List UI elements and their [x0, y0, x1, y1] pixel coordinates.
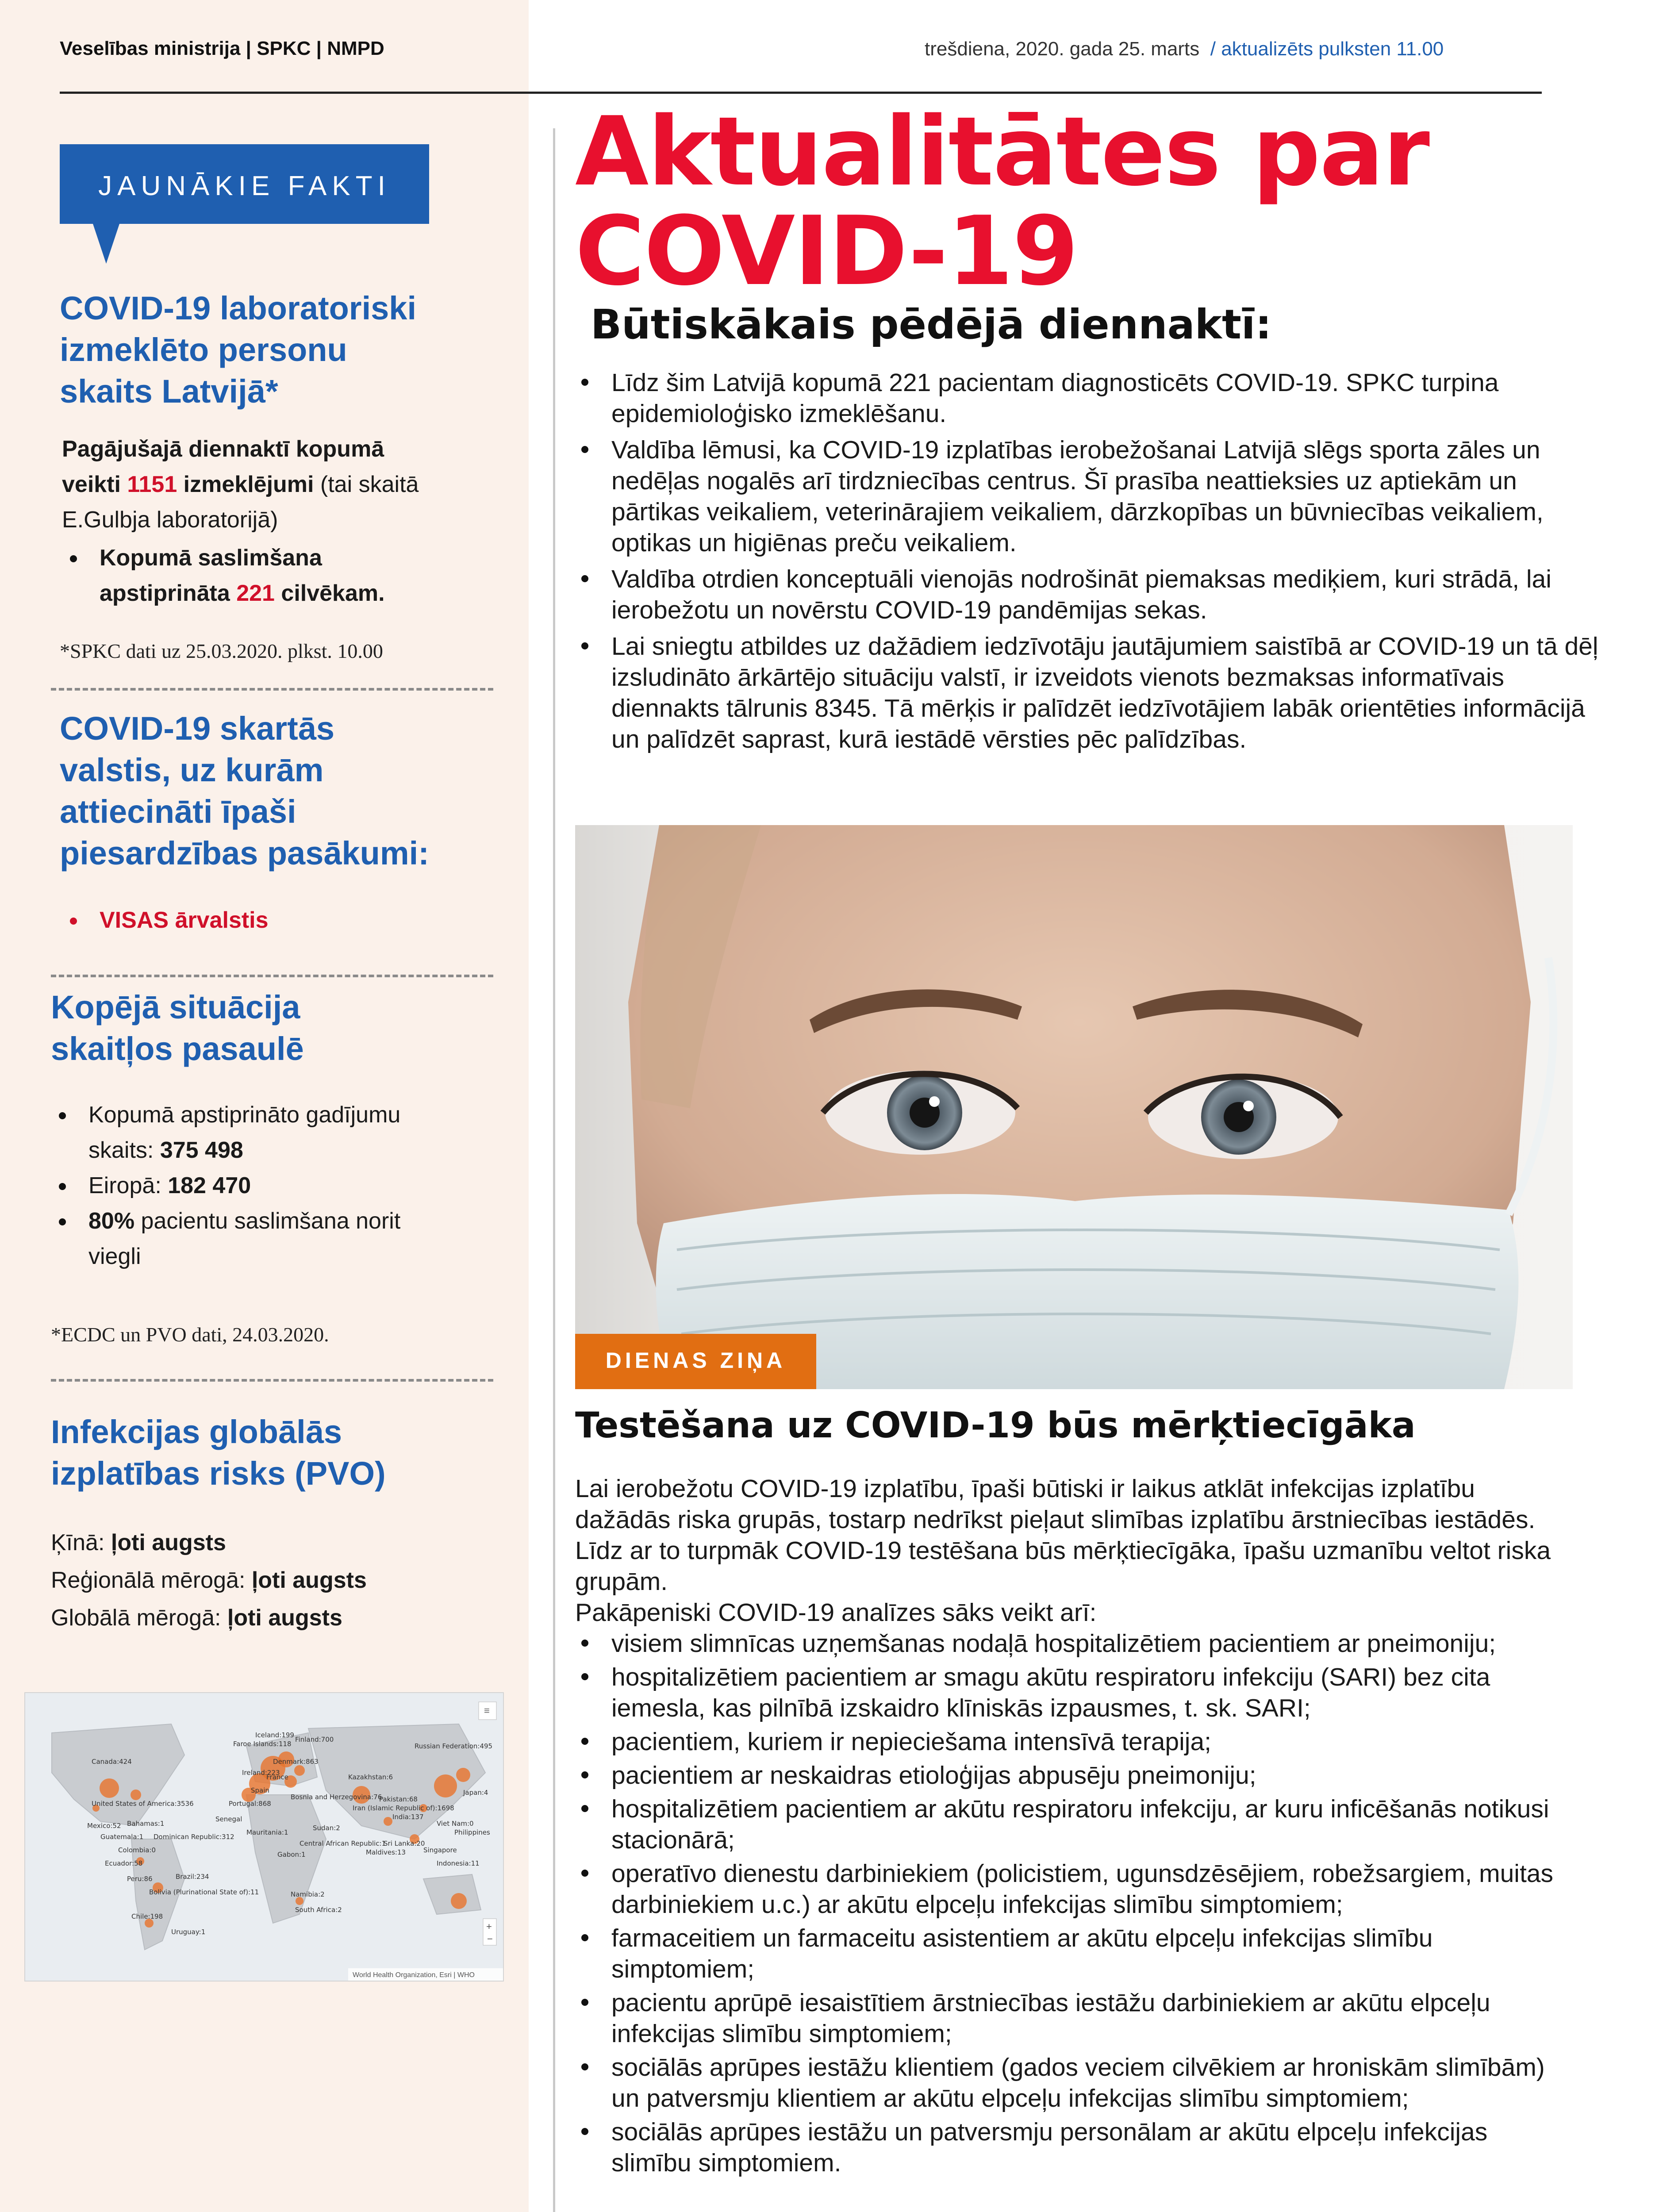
- case-circle: [451, 1893, 467, 1909]
- title-line: COVID-19: [575, 196, 1078, 307]
- europe-total: 182 470: [168, 1173, 251, 1198]
- text-span: apstiprināta: [100, 580, 237, 606]
- map-label: Ireland:223: [242, 1769, 280, 1777]
- article-item: pacientiem, kuriem ir nepieciešama intensīvā terapija;: [575, 1726, 1571, 1757]
- map-label: Japan:4: [463, 1789, 488, 1797]
- header-rule: [60, 92, 1542, 94]
- map-label: Philippines: [454, 1828, 490, 1836]
- map-label: Colombia:0: [118, 1846, 156, 1854]
- risk-list: [51, 1524, 367, 1637]
- map-label: Iran (Islamic Republic of):1698: [353, 1804, 454, 1812]
- map-label: United States of America:3536: [92, 1800, 194, 1808]
- text-line: [100, 576, 522, 611]
- risk-value: ļoti augsts: [227, 1605, 342, 1631]
- tested-paragraph: [62, 431, 522, 611]
- article-body: [575, 1473, 1571, 1628]
- tested-section-title: [60, 288, 416, 412]
- article-item: hospitalizētiem pacientiem ar akūtu respiratoru infekciju, ar kuru inficēšanās notikusi stacionārā;: [575, 1793, 1571, 1855]
- article-intro: Lai ierobežotu COVID-19 izplatību, īpaši būtiski ir laikus atklāt infekcijas izplatību dažādās riska grupās, tostarp nedrīkst pieļaut slimības izplatību ārstniecības iestādēs. Līdz ar to turpmāk COVID-19 testēšana būs mērķtiecīgāka, īpašu uzmanību veltot riska grupām.: [575, 1475, 1551, 1596]
- text-span: pacientu saslimšana norit: [134, 1208, 401, 1234]
- org-line: Veselības ministrija | SPKC | NMPD: [60, 38, 384, 59]
- title-line: COVID-19 skartās: [60, 710, 335, 747]
- facts-tag-label: JAUNĀKIE FAKTI: [98, 171, 391, 201]
- countries-section-title: [60, 708, 429, 874]
- risk-label: Reģionālā mērogā:: [51, 1567, 252, 1593]
- map-label: Sri Lanka:20: [384, 1839, 425, 1847]
- title-line: piesardzības pasākumi:: [60, 835, 429, 872]
- map-label: Senegal: [215, 1815, 242, 1823]
- world-spread-map[interactable]: [24, 1692, 504, 1982]
- map-credit: World Health Organization, Esri | WHO: [353, 1971, 475, 1979]
- map-label: Mexico:52: [87, 1822, 121, 1830]
- text-span: veikti: [62, 472, 127, 497]
- map-label: South Africa:2: [295, 1906, 342, 1914]
- case-circle: [100, 1778, 119, 1798]
- title-line: Kopējā situācija: [51, 989, 300, 1025]
- article-item: farmaceitiem un farmaceitu asistentiem ar akūtu elpceļu infekcijas slimību simptomiem;: [575, 1923, 1571, 1985]
- map-label: Mauritania:1: [246, 1828, 288, 1836]
- text-line: [62, 467, 522, 502]
- map-label: Iceland:199: [255, 1731, 294, 1739]
- risk-china: [51, 1524, 367, 1562]
- title-line: skaits Latvijā*: [60, 373, 278, 410]
- map-label: Uruguay:1: [171, 1928, 206, 1936]
- map-label: Bolivia (Plurinational State of):11: [149, 1888, 259, 1896]
- dashed-divider: [51, 1379, 493, 1382]
- case-circle: [456, 1768, 470, 1782]
- risk-value: ļoti augsts: [111, 1530, 226, 1555]
- left-eye-highlight: [929, 1096, 940, 1107]
- map-label: Portugal:868: [229, 1800, 271, 1808]
- map-label: Brazil:234: [176, 1873, 209, 1881]
- date-text: trešdiena, 2020. gada 25. marts: [925, 38, 1200, 60]
- title-line: izmeklēto personu: [60, 331, 347, 368]
- article-item: visiem slimnīcas uzņemšanas nodaļā hospitalizētiem pacientiem ar pneimoniju;: [575, 1628, 1571, 1659]
- summary-item: Valdība lēmusi, ka COVID-19 izplatības ierobežošanai Latvijā slēgs sporta zāles un nedēļas nogalēs arī tirdzniecības centrus. Šī prasība neattieksies uz aptiekām un pārtikas veikaliem, veterinārajiem veikaliem, dārzkopības un būvniecības veikaliem, optikas un higiēnas preču veikaliem.: [575, 434, 1606, 558]
- text-line: Pagājušajā diennaktī kopumā: [62, 436, 384, 462]
- map-label: Central African Republic:1: [300, 1839, 386, 1847]
- summary-item: Lai sniegtu atbildes uz dažādiem iedzīvotāju jautājumiem saistībā ar COVID-19 un tā dēļ izsludināto ārkārtējo situāciju valstī, ir izveidots vienots bezmaksas informatīvais diennakts tālrunis 8345. Tā mērķis ir palīdzēt iedzīvotājiem labāk orientēties informācijā un palīdzēt saprast, kurā iestādē vērsties pēc palīdzības.: [575, 631, 1606, 755]
- map-label: Kazakhstan:6: [348, 1773, 393, 1781]
- risk-label: Globālā mērogā:: [51, 1605, 227, 1631]
- dashed-divider: [51, 975, 493, 977]
- title-line: izplatības risks (PVO): [51, 1455, 386, 1492]
- map-label: Guatemala:1: [100, 1833, 144, 1841]
- map-label: Ecuador:58: [105, 1859, 143, 1867]
- map-label: Denmark:863: [273, 1758, 319, 1766]
- map-label: Sudan:2: [313, 1824, 340, 1832]
- world-stat-item: [51, 1203, 515, 1274]
- text-line: E.Gulbja laboratorijā): [62, 507, 278, 533]
- map-label: Spain: [251, 1786, 269, 1794]
- article-item: operatīvo dienestu darbiniekiem (policistiem, ugunsdzēsējiem, robežsargiem, muitas darbiniekiem u.c.) ar akūtu elpceļu infekcijas slimību simptomiem;: [575, 1858, 1571, 1920]
- map-label: Viet Nam:0: [437, 1820, 474, 1828]
- tests-count: 1151: [127, 472, 177, 497]
- map-label: Namibia:2: [291, 1890, 325, 1898]
- text-span: cilvēkam.: [274, 580, 385, 606]
- case-circle: [434, 1774, 457, 1797]
- article-item: pacientu aprūpē iesaistītiem ārstniecības iestāžu darbiniekiem ar akūtu elpceļu infekcijas slimību simptomiem;: [575, 1987, 1571, 2049]
- map-label: Bosnia and Herzegovina:76: [291, 1793, 382, 1801]
- map-label: Russian Federation:495: [415, 1742, 493, 1750]
- updated-text: / aktualizēts pulksten 11.00: [1210, 38, 1444, 60]
- map-label: Singapore: [423, 1846, 457, 1854]
- article-title: Testēšana uz COVID-19 būs mērķtiecīgāka: [575, 1405, 1416, 1446]
- risk-regional: [51, 1562, 367, 1599]
- title-line: Aktualitātes par: [575, 96, 1429, 207]
- map-label: Gabon:1: [277, 1851, 306, 1859]
- world-stat-item: [51, 1168, 515, 1203]
- article-item: sociālās aprūpes iestāžu klientiem (gados veciem cilvēkiem ar hroniskām slimībām) un patversmju klientiem ar akūtu elpceļu infekcijas slimību simptomiem;: [575, 2052, 1571, 2114]
- title-line: skaitļos pasaulē: [51, 1030, 304, 1067]
- summary-item: Līdz šim Latvijā kopumā 221 pacientam diagnosticēts COVID-19. SPKC turpina epidemioloģisko izmeklēšanu.: [575, 367, 1606, 429]
- case-circle: [131, 1790, 141, 1800]
- text-span: izmeklējumi: [177, 472, 314, 497]
- world-total: 375 498: [160, 1137, 243, 1163]
- text-span: skaits:: [88, 1137, 160, 1163]
- summary-heading: Būtiskākais pēdējā diennaktī:: [591, 301, 1272, 348]
- spkc-note: *SPKC dati uz 25.03.2020. plkst. 10.00: [60, 640, 383, 662]
- layers-icon: ≡: [484, 1705, 490, 1716]
- map-label: Finland:700: [295, 1736, 334, 1743]
- zoom-in-icon[interactable]: +: [486, 1921, 492, 1932]
- world-stats-list: [51, 1097, 515, 1274]
- article-item: sociālās aprūpes iestāžu un patversmju personālam ar akūtu elpceļu infekcijas slimību simptomiem.: [575, 2116, 1571, 2178]
- mild-percent: 80%: [88, 1208, 135, 1234]
- case-circle: [384, 1817, 392, 1826]
- map-label: Maldives:13: [366, 1848, 406, 1856]
- article-list: [575, 1628, 1571, 2181]
- risk-section-title: [51, 1411, 386, 1494]
- map-svg: [25, 1693, 503, 1981]
- masked-face-photo: [575, 825, 1573, 1389]
- title-line: COVID-19 laboratoriski: [60, 290, 417, 326]
- world-stat-item: [51, 1097, 515, 1168]
- ecdc-note: *ECDC un PVO dati, 24.03.2020.: [51, 1323, 329, 1346]
- text-span: Eiropā:: [88, 1173, 168, 1198]
- news-tag-label: DIENAS ZIŅA: [605, 1348, 786, 1373]
- text-line: [88, 1133, 515, 1168]
- title-line: Infekcijas globālās: [51, 1413, 342, 1450]
- title-line: valstis, uz kurām: [60, 752, 324, 788]
- case-circle: [294, 1765, 305, 1776]
- map-label: Peru:86: [127, 1875, 153, 1883]
- map-label: Indonesia:11: [437, 1859, 480, 1867]
- summary-list: [575, 367, 1606, 760]
- column-divider: [553, 128, 555, 2212]
- summary-item: Valdība otrdien konceptuāli vienojās nodrošināt piemaksas mediķiem, kuri strādā, lai ierobežotu un novērstu COVID-19 pandēmijas sekas.: [575, 564, 1606, 626]
- facts-tag-tail: [93, 224, 119, 264]
- text-span: (tai skaitā: [314, 472, 419, 497]
- map-label: Faroe Islands:118: [233, 1740, 292, 1748]
- text-line: viegli: [88, 1244, 141, 1269]
- zoom-out-icon[interactable]: −: [487, 1933, 493, 1944]
- photo-illustration: [575, 825, 1573, 1389]
- risk-global: [51, 1599, 367, 1637]
- text-line: [88, 1203, 515, 1239]
- confirmed-count: 221: [236, 580, 275, 606]
- text-line: Kopumā apstiprināto gadījumu: [88, 1102, 401, 1128]
- map-label: Canada:424: [92, 1758, 132, 1766]
- risk-label: Ķīnā:: [51, 1530, 111, 1555]
- right-eye-highlight: [1243, 1101, 1254, 1111]
- risk-value: ļoti augsts: [251, 1567, 367, 1593]
- confirmed-bullet: [62, 540, 522, 611]
- article-item: pacientiem ar neskaidras etioloģijas abpusēju pneimoniju;: [575, 1760, 1571, 1791]
- map-label: Chile:198: [131, 1912, 163, 1920]
- map-label: Pakistan:68: [379, 1795, 418, 1803]
- article-item: hospitalizētiem pacientiem ar smagu akūtu respiratoru infekciju (SARI) bez cita iemesla, kas pilnībā izskaidro klīniskās izpausmes, t. sk. SARI;: [575, 1662, 1571, 1724]
- map-label: Dominican Republic:312: [154, 1833, 234, 1841]
- world-section-title: [51, 987, 304, 1070]
- date-line: [925, 38, 1444, 60]
- map-label: France: [266, 1773, 288, 1781]
- map-label: Bahamas:1: [127, 1820, 165, 1828]
- countries-item: VISAS ārvalstis: [62, 902, 542, 938]
- page-title: [575, 96, 1548, 307]
- dashed-divider: [51, 688, 493, 691]
- text-line: Kopumā saslimšana: [100, 545, 322, 571]
- article-lead: Pakāpeniski COVID-19 analīzes sāks veikt arī:: [575, 1598, 1097, 1627]
- title-line: attiecināti īpaši: [60, 793, 296, 830]
- map-label: India:137: [392, 1813, 424, 1821]
